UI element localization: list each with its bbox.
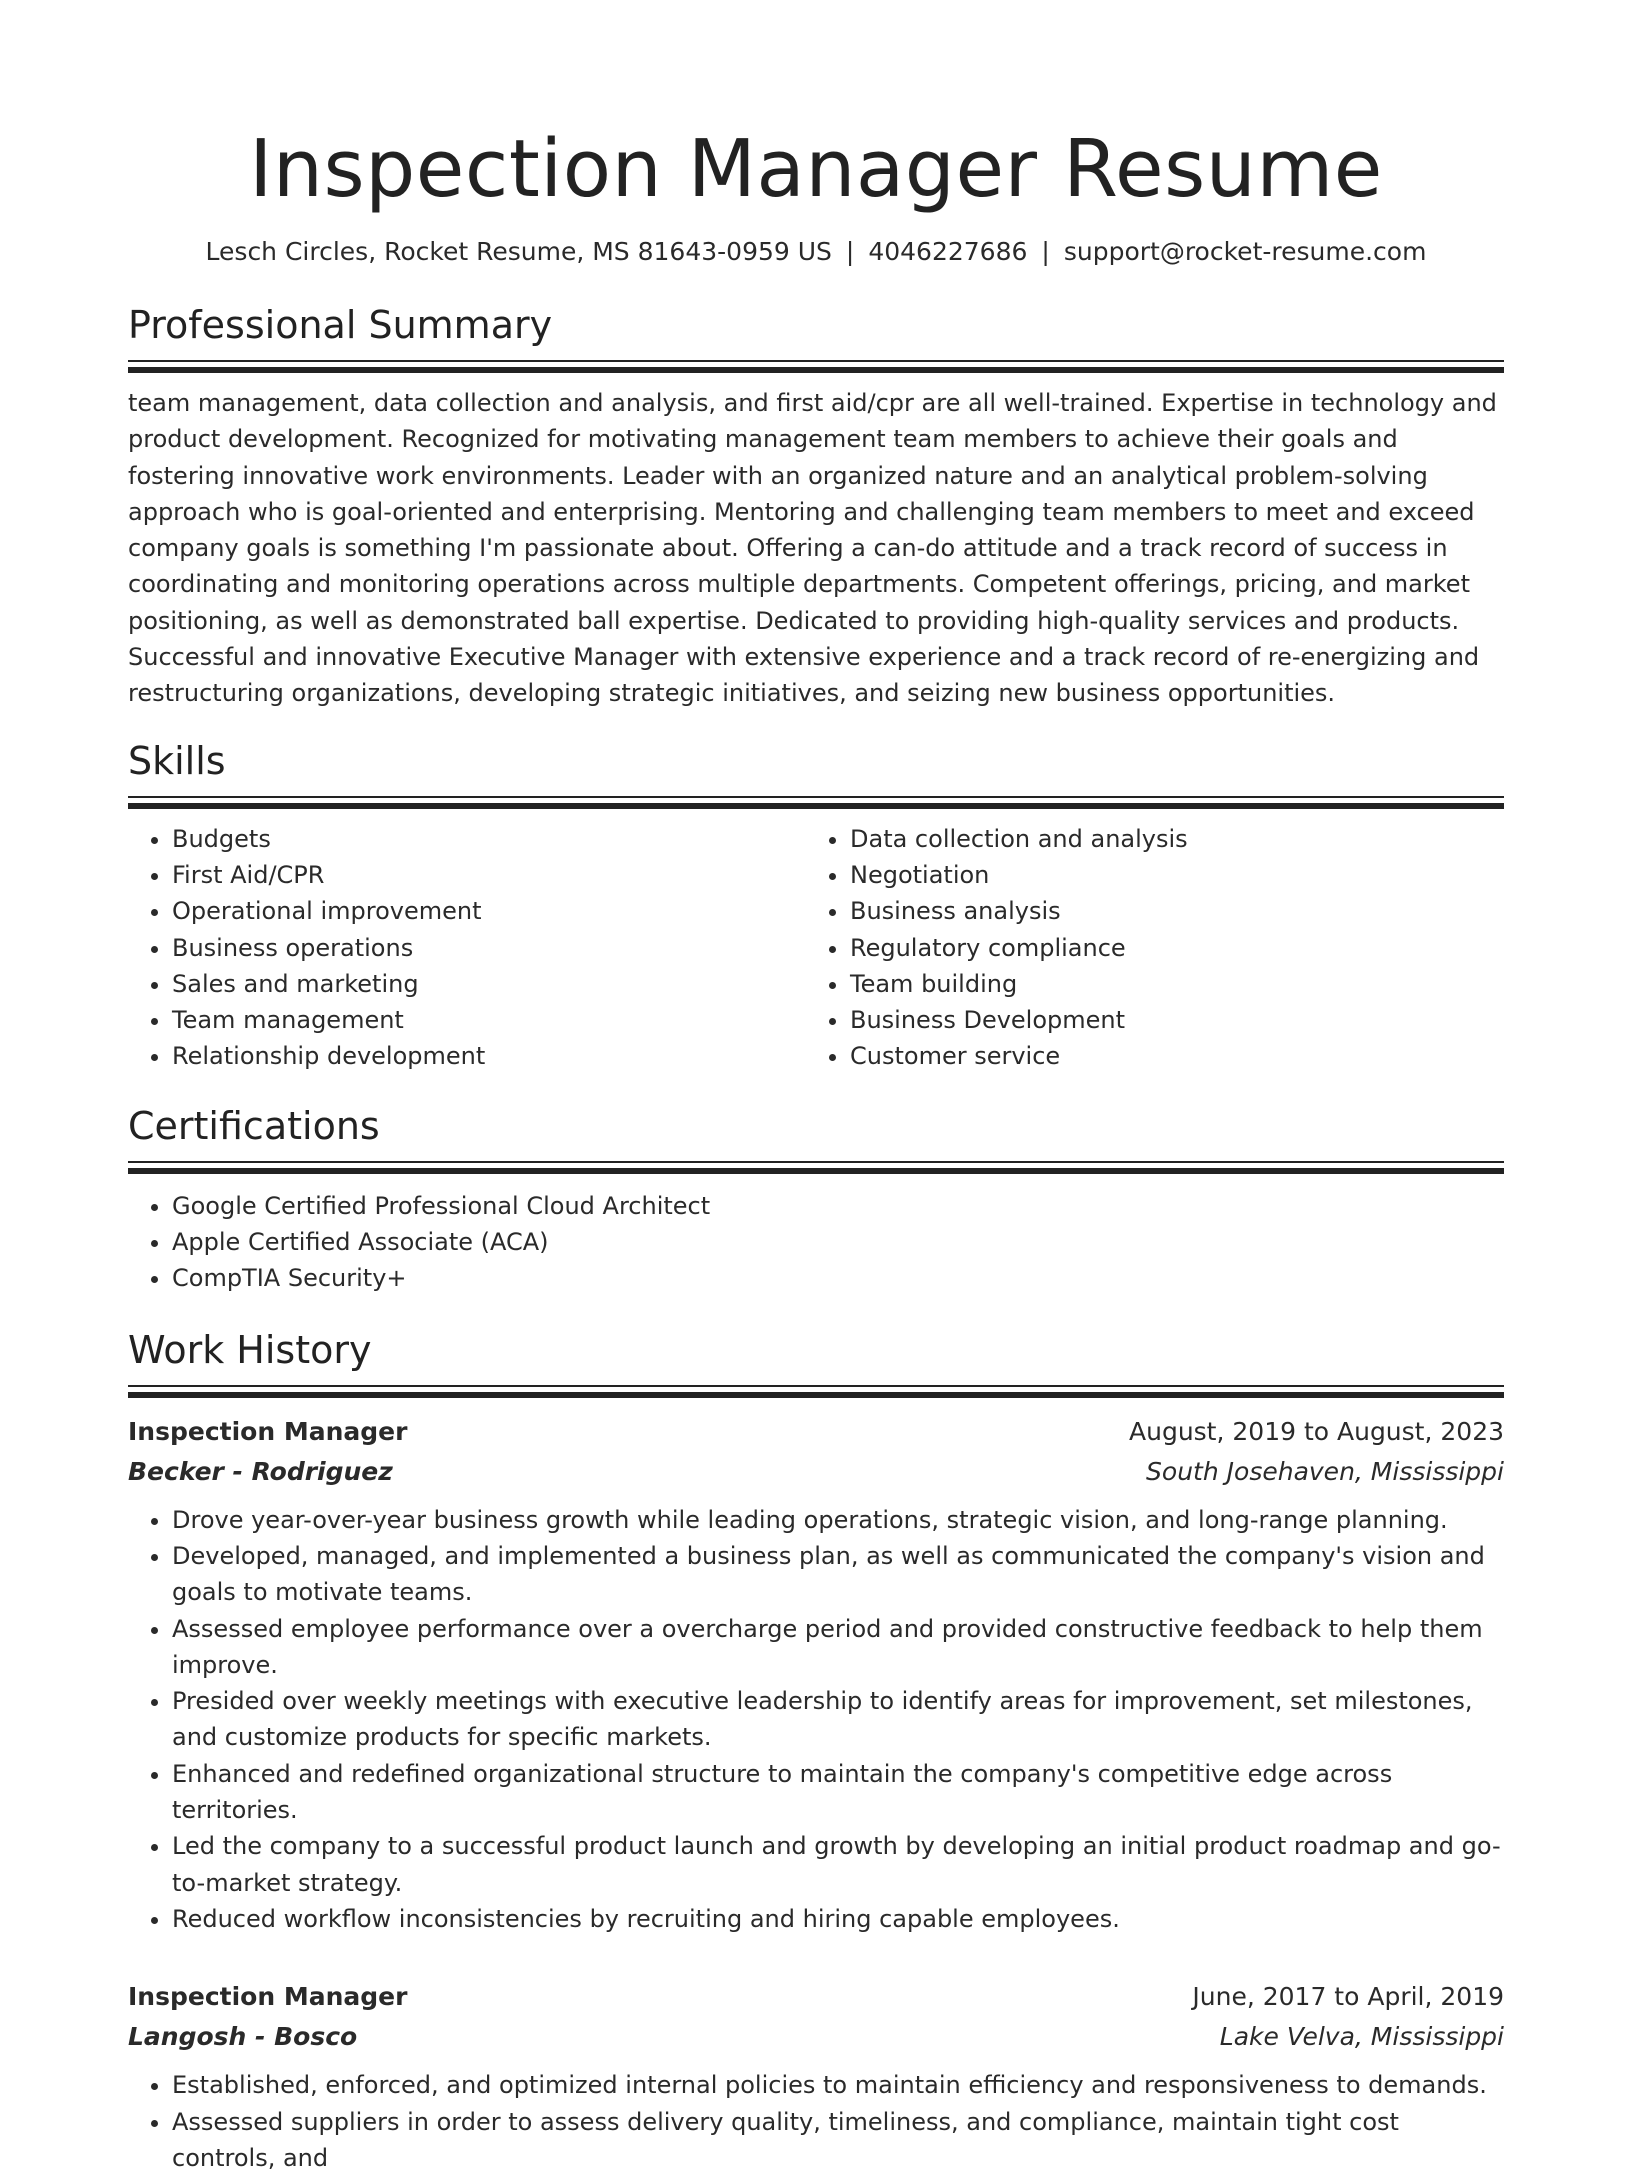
job-entry bbox=[128, 1412, 1504, 1938]
contact-separator: | bbox=[1027, 237, 1063, 266]
job-subheader bbox=[128, 1452, 1504, 1492]
job-bullets bbox=[128, 1502, 1504, 1938]
skill-item: • Business Development bbox=[850, 1002, 1484, 1038]
contact-phone: 4046227686 bbox=[868, 237, 1027, 266]
job-company: Langosh - Bosco bbox=[128, 2017, 357, 2057]
job-bullet: • Assessed employee performance over a overcharge period and provided constructive feedback to help them improve. bbox=[172, 1611, 1504, 1684]
resume-page bbox=[128, 0, 1504, 2176]
skill-item: • Operational improvement bbox=[172, 893, 806, 929]
certification-item: • Apple Certified Associate (ACA) bbox=[172, 1224, 1504, 1260]
job-subheader bbox=[128, 2017, 1504, 2057]
skills-list-left bbox=[128, 821, 806, 1075]
skill-item: • Budgets bbox=[172, 821, 806, 857]
skill-item: • First Aid/CPR bbox=[172, 857, 806, 893]
skills-section bbox=[128, 738, 1504, 1075]
job-header bbox=[128, 1977, 1504, 2017]
job-bullet: • Drove year-over-year business growth while leading operations, strategic vision, and long-range planning. bbox=[172, 1502, 1504, 1538]
contact-line bbox=[128, 236, 1504, 268]
job-entry bbox=[128, 1977, 1504, 2176]
skill-item: • Data collection and analysis bbox=[850, 821, 1484, 857]
work-history-section bbox=[128, 1327, 1504, 2176]
job-dates: June, 2017 to April, 2019 bbox=[1192, 1977, 1504, 2017]
work-history-heading: Work History bbox=[128, 1327, 1504, 1373]
certifications-list bbox=[128, 1188, 1504, 1297]
page-title: Inspection Manager Resume bbox=[128, 122, 1504, 216]
skill-item: • Negotiation bbox=[850, 857, 1484, 893]
job-title: Inspection Manager bbox=[128, 1977, 407, 2017]
skill-item: • Regulatory compliance bbox=[850, 930, 1484, 966]
certifications-section bbox=[128, 1103, 1504, 1297]
contact-separator: | bbox=[832, 237, 868, 266]
job-bullet: • Presided over weekly meetings with executive leadership to identify areas for improvement, set milestones, and customize products for specific markets. bbox=[172, 1683, 1504, 1756]
job-title: Inspection Manager bbox=[128, 1412, 407, 1452]
job-location: South Josehaven, Mississippi bbox=[1146, 1452, 1504, 1492]
job-bullet: • Led the company to a successful product launch and growth by developing an initial product roadmap and go-to-market strategy. bbox=[172, 1828, 1504, 1901]
job-bullet: • Established, enforced, and optimized internal policies to maintain efficiency and responsiveness to demands. bbox=[172, 2067, 1504, 2103]
section-divider bbox=[128, 796, 1504, 809]
contact-address: Lesch Circles, Rocket Resume, MS 81643-0959 US bbox=[206, 237, 832, 266]
section-divider bbox=[128, 1161, 1504, 1174]
skills-columns bbox=[128, 821, 1504, 1075]
skill-item: • Relationship development bbox=[172, 1038, 806, 1074]
skill-item: • Team management bbox=[172, 1002, 806, 1038]
job-bullet: • Assessed suppliers in order to assess delivery quality, timeliness, and compliance, maintain tight cost controls, and bbox=[172, 2104, 1504, 2176]
job-location: Lake Velva, Mississippi bbox=[1220, 2017, 1504, 2057]
job-bullet: • Enhanced and redefined organizational structure to maintain the company's competitive edge across territories. bbox=[172, 1756, 1504, 1829]
certification-item: • Google Certified Professional Cloud Architect bbox=[172, 1188, 1504, 1224]
skill-item: • Customer service bbox=[850, 1038, 1484, 1074]
summary-heading: Professional Summary bbox=[128, 302, 1504, 348]
skills-heading: Skills bbox=[128, 738, 1504, 784]
summary-text: team management, data collection and analysis, and first aid/cpr are all well-trained. Expertise in technology and product development. Recognized for motivating management team members to achieve their goals and fostering innovative work environments. Leader with an organized nature and an analytical problem-solving approach who is goal-oriented and enterprising. Mentoring and challenging team members to meet and exceed company goals is something I'm passionate about. Offering a can-do attitude and a track record of success in coordinating and monitoring operations across multiple departments. Competent offerings, pricing, and market positioning, as well as demonstrated ball expertise. Dedicated to providing high-quality services and products. Successful and innovative Executive Manager with extensive experience and a track record of re-energizing and restructuring organizations, developing strategic initiatives, and seizing new business opportunities. bbox=[128, 385, 1504, 712]
skill-item: • Business analysis bbox=[850, 893, 1484, 929]
certification-item: • CompTIA Security+ bbox=[172, 1260, 1504, 1296]
skill-item: • Team building bbox=[850, 966, 1484, 1002]
section-divider bbox=[128, 1385, 1504, 1398]
job-header bbox=[128, 1412, 1504, 1452]
job-bullet: • Developed, managed, and implemented a business plan, as well as communicated the company's vision and goals to motivate teams. bbox=[172, 1538, 1504, 1611]
job-bullet: • Reduced workflow inconsistencies by recruiting and hiring capable employees. bbox=[172, 1901, 1504, 1937]
job-bullets bbox=[128, 2067, 1504, 2176]
summary-section bbox=[128, 302, 1504, 712]
skill-item: • Sales and marketing bbox=[172, 966, 806, 1002]
job-dates: August, 2019 to August, 2023 bbox=[1129, 1412, 1504, 1452]
section-divider bbox=[128, 360, 1504, 373]
skill-item: • Business operations bbox=[172, 930, 806, 966]
contact-email: support@rocket-resume.com bbox=[1064, 237, 1427, 266]
job-company: Becker - Rodriguez bbox=[128, 1452, 393, 1492]
skills-list-right bbox=[806, 821, 1484, 1075]
certifications-heading: Certifications bbox=[128, 1103, 1504, 1149]
